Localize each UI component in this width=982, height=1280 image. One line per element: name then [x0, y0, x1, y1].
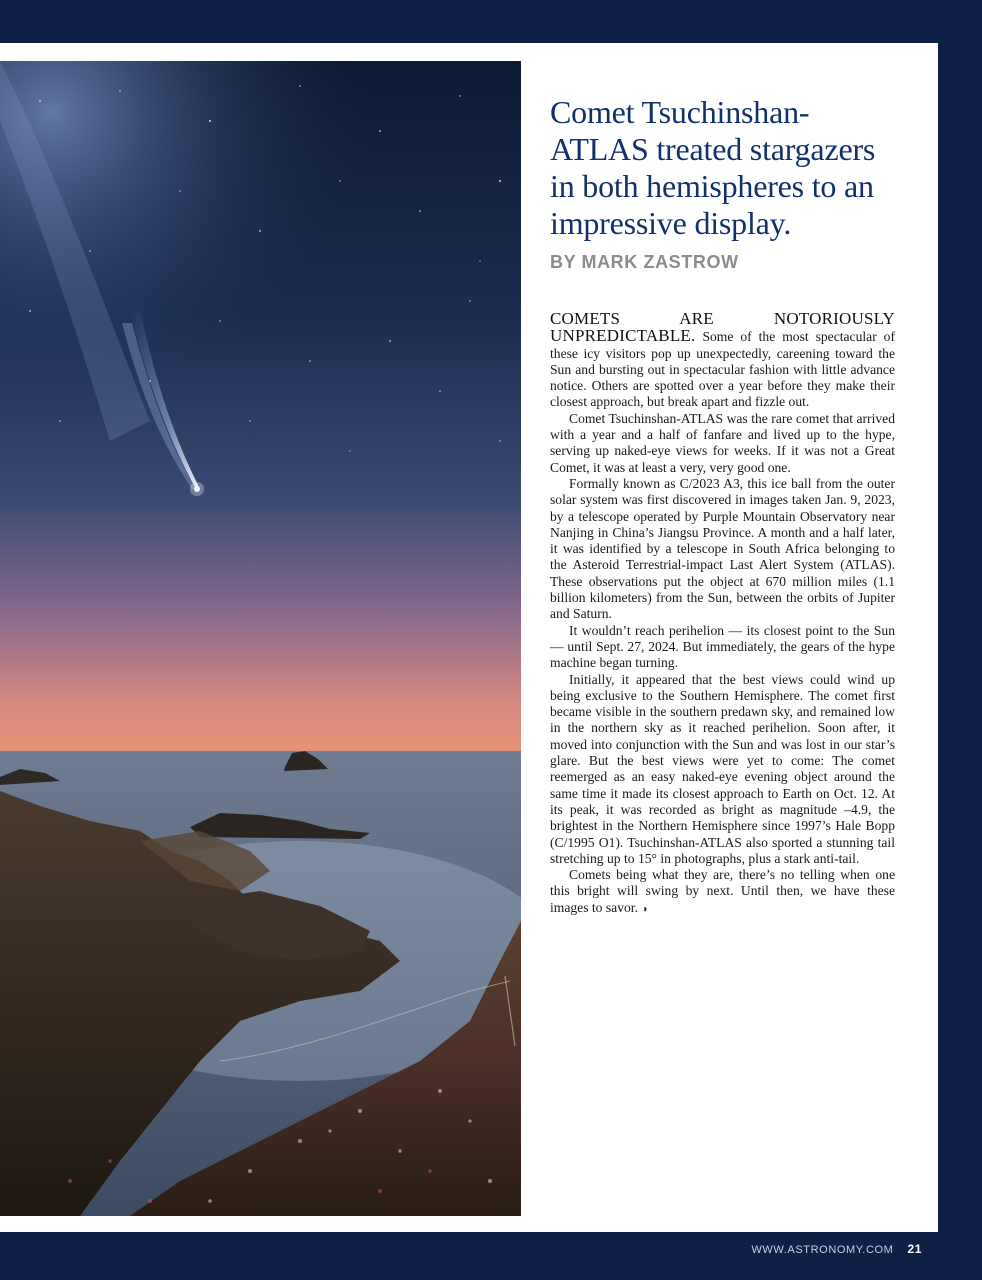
website-url: WWW.ASTRONOMY.COM	[751, 1244, 894, 1256]
article-column	[550, 94, 895, 918]
body-paragraph: Initially, it appeared that the best views could wind up being exclusive to the Southern Hemisphere. The comet first became visible in the southern predawn sky, and remained low in the northern sky as it reached perihelion. Soon after, it moved into conjunction with the Sun and was lost in our star’s glare. But the best views were yet to come: The comet reemerged as an easy naked-eye evening object around the same time it made its closest approach to Earth on Oct. 12. At its peak, it was recorded as bright as magnitude –4.9, the brightest in the Northern Hemisphere since 1997’s Hale Bopp (C/1995 O1). Tsuchinshan-ATLAS also sported a stunning tail stretching up to 15° in photographs, plus a stark anti-tail.	[550, 671, 895, 866]
page-number: 21	[907, 1242, 922, 1256]
article-byline: BY MARK ZASTROW	[550, 252, 739, 272]
body-paragraph: Comet Tsuchinshan-ATLAS was the rare comet that arrived with a year and a half of fanfare and lived up to the hype, serving up naked-eye views for weeks. If it was not a Great Comet, it was at least a very, very good one.	[550, 410, 895, 475]
body-paragraph: COMETS ARE NOTORIOUSLY UNPREDICTABLE. Some of the most spectacular of these icy visitors pop up unexpectedly, careening toward the Sun and bursting out in spectacular fashion with little advance notice. Others are spotted over a year before they make their closest approach, but break apart and fizzle out.	[550, 309, 896, 410]
end-mark-icon: ◑	[641, 903, 648, 915]
body-paragraph: Comets being what they are, there’s no telling when one this bright will swing by next. Until then, we have these images to savor. ◑	[550, 867, 895, 915]
body-paragraph: It wouldn’t reach perihelion — its closest point to the Sun — until Sept. 27, 2024. But immediately, the gears of the hype machine began turning.	[550, 622, 895, 671]
page-footer	[751, 1242, 922, 1256]
body-paragraph: Formally known as C/2023 A3, this ice ball from the outer solar system was first discovered in images taken Jan. 9, 2023, by a telescope operated by Purple Mountain Observatory near Nanjing in China’s Jiangsu Province. A month and a half later, it was identified by a telescope in South Africa belonging to the Asteroid Terrestrial-impact Last Alert System (ATLAS). These observations put the object at 670 million miles (1.1 billion kilometers) from the Sun, between the orbits of Jupiter and Saturn.	[550, 475, 895, 622]
article-body	[550, 311, 895, 918]
comet-landscape-photo	[0, 61, 521, 1216]
article-headline: Comet Tsuchinshan-ATLAS treated stargazers in both hemispheres to an impressive display.	[550, 94, 876, 241]
lead-in: COMETS ARE NOTORIOUSLY UNPREDICTABLE.	[550, 309, 895, 346]
